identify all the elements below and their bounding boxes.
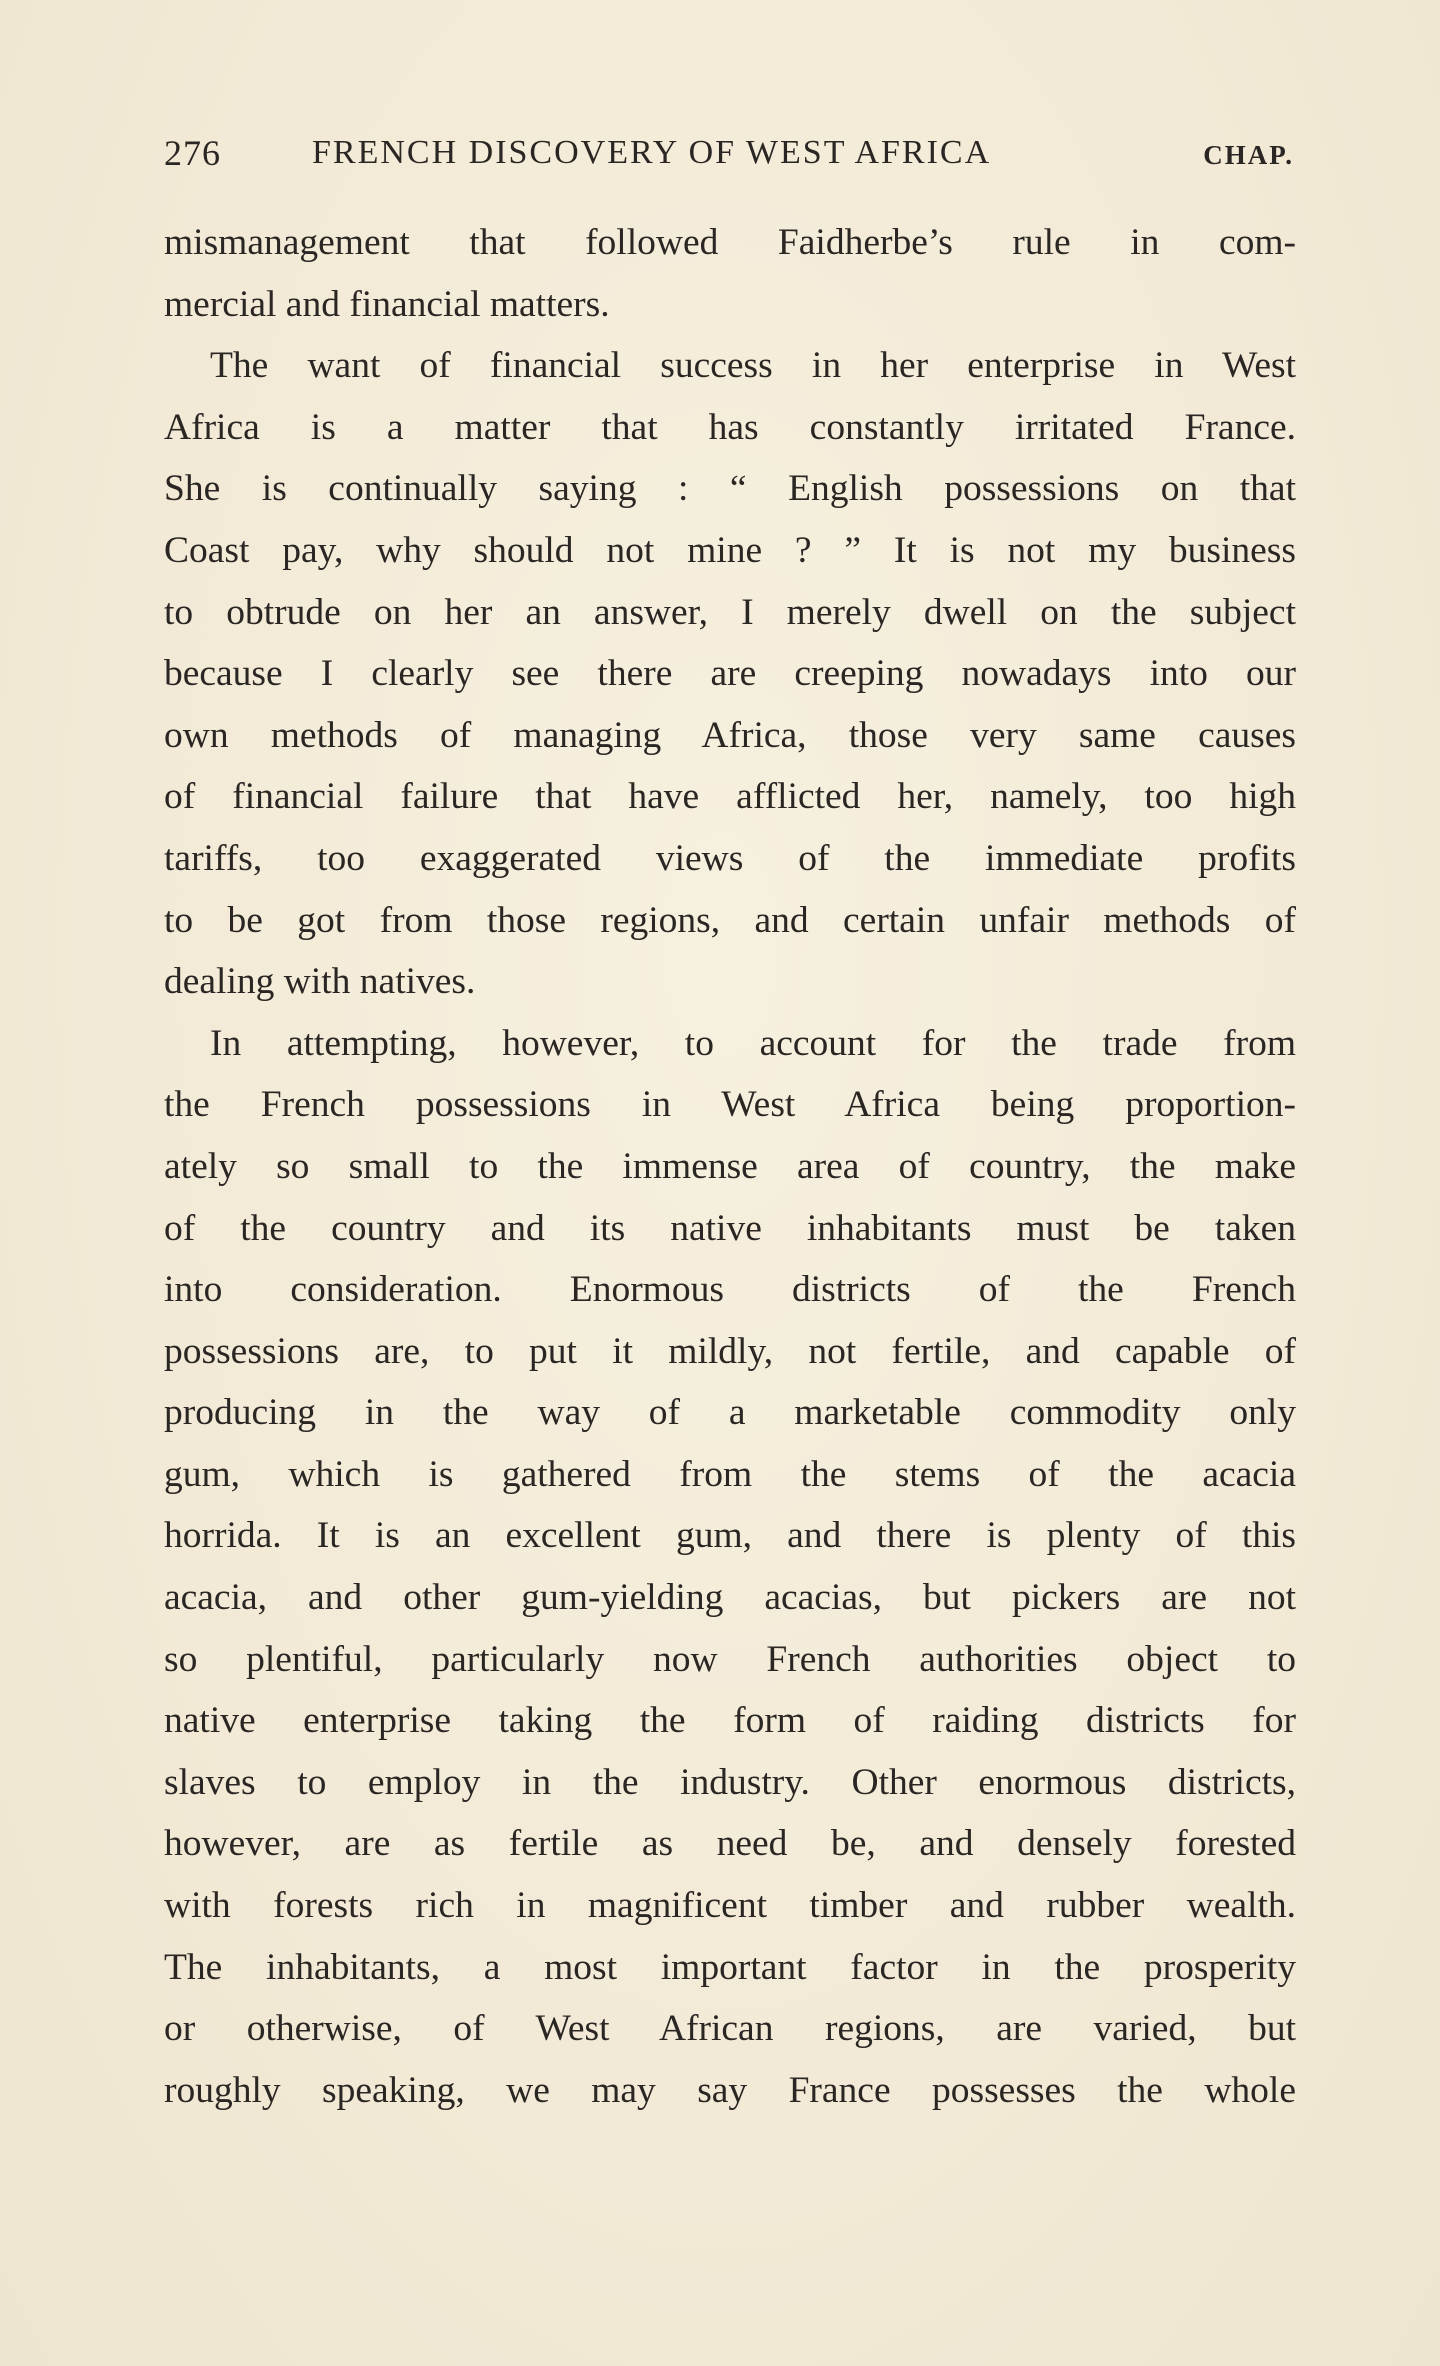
- text-line: to obtrude on her an answer, I merely dwell on the subject: [164, 591, 1296, 633]
- text-line: producing in the way of a marketable commodity only: [164, 1392, 1296, 1434]
- text-line: In attempting, however, to account for the trade from: [210, 1022, 1296, 1064]
- text-line: of the country and its native inhabitants must be taken: [164, 1207, 1296, 1249]
- text-line: roughly speaking, we may say France possesses the whole: [164, 2069, 1296, 2111]
- text-line: of financial failure that have afflicted her, namely, too high: [164, 776, 1296, 818]
- text-line: tariffs, too exaggerated views of the immediate profits: [164, 837, 1296, 879]
- body-text: [164, 212, 1296, 2121]
- text-line: Coast pay, why should not mine ? ” It is not my business: [164, 529, 1296, 571]
- text-line: She is continually saying : “ English possessions on that: [164, 468, 1296, 510]
- text-line: the French possessions in West Africa being proportion-: [164, 1084, 1296, 1126]
- text-line: horrida. It is an excellent gum, and there is plenty of this: [164, 1515, 1296, 1557]
- text-line: The want of financial success in her enterprise in West: [210, 345, 1296, 387]
- text-line: own methods of managing Africa, those very same causes: [164, 714, 1296, 756]
- text-line: acacia, and other gum-yielding acacias, but pickers are not: [164, 1577, 1296, 1619]
- chapter-label: CHAP.: [1203, 140, 1294, 170]
- text-line: Africa is a matter that has constantly irritated France.: [164, 406, 1296, 448]
- text-line: with forests rich in magnificent timber and rubber wealth.: [164, 1885, 1296, 1927]
- text-line: slaves to employ in the industry. Other enormous districts,: [164, 1761, 1296, 1803]
- running-title: FRENCH DISCOVERY OF WEST AFRICA: [312, 134, 992, 171]
- text-line: because I clearly see there are creeping nowadays into our: [164, 653, 1296, 695]
- text-line: however, are as fertile as need be, and densely forested: [164, 1823, 1296, 1865]
- text-line: ately so small to the immense area of country, the make: [164, 1145, 1296, 1187]
- text-line: mercial and financial matters.: [164, 283, 610, 325]
- text-line: to be got from those regions, and certain unfair methods of: [164, 899, 1296, 941]
- text-line: mismanagement that followed Faidherbe’s rule in com-: [164, 222, 1296, 263]
- text-line: gum, which is gathered from the stems of the acacia: [164, 1453, 1296, 1495]
- text-line: native enterprise taking the form of raiding districts for: [164, 1700, 1296, 1742]
- text-line: possessions are, to put it mildly, not fertile, and capable of: [164, 1330, 1296, 1372]
- text-line: or otherwise, of West African regions, are varied, but: [164, 2008, 1296, 2050]
- text-line: The inhabitants, a most important factor in the prosperity: [164, 1946, 1296, 1988]
- page-number: 276: [164, 133, 221, 173]
- text-line: into consideration. Enormous districts of the French: [164, 1269, 1296, 1311]
- text-line: so plentiful, particularly now French authorities object to: [164, 1638, 1296, 1680]
- running-header: [164, 128, 1294, 178]
- text-line: dealing with natives.: [164, 961, 476, 1003]
